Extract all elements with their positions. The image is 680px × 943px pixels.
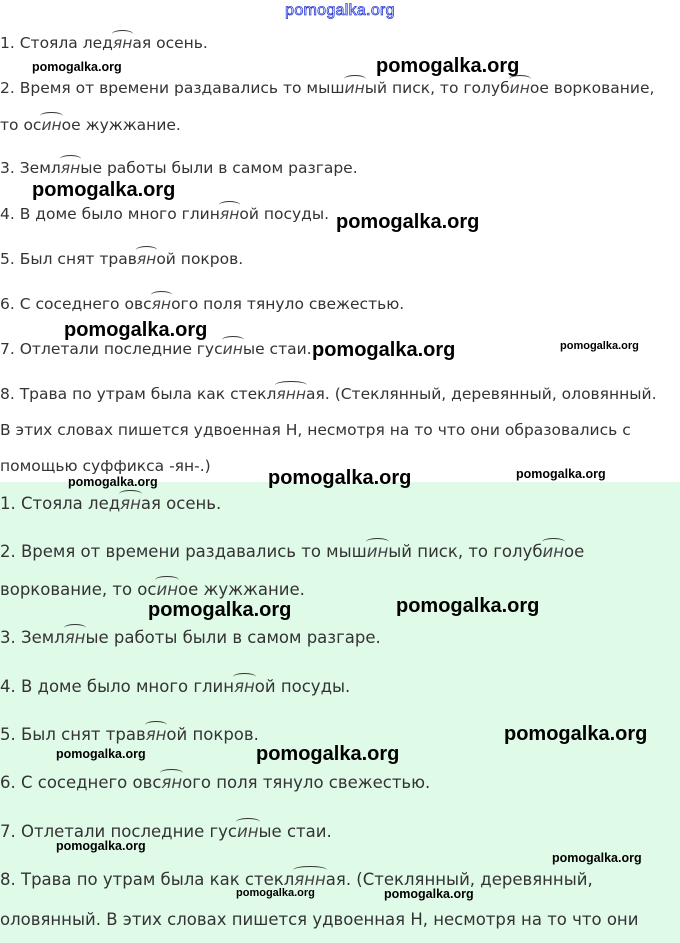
sentence-4: 4. В доме было много глиняной посуды. — [0, 205, 330, 223]
sentence-6: 6. С соседнего овсяного поля тянуло свежестью. — [0, 295, 405, 313]
watermark: pomogalka.org — [64, 319, 208, 341]
sentence-2-cont: то осиное жужжание. — [0, 116, 181, 134]
watermark: pomogalka.org — [256, 743, 400, 765]
sentence-5: 5. Был снят травяной покров. — [0, 250, 244, 268]
sentence-8: 8. Трава по утрам была как стеклянная. (Стеклянный, деревянный, оловянный. — [0, 385, 657, 403]
answer-sentence-8: 8. Трава по утрам была как стеклянная. (Стеклянный, деревянный, — [0, 870, 593, 889]
watermark: pomogalka.org — [32, 179, 176, 201]
suffix-marker: ян — [60, 159, 81, 177]
answer-explanation-line: оловянный. В этих словах пишется удвоенная Н, несмотря на то что они — [0, 910, 639, 929]
watermark: pomogalka.org — [32, 60, 122, 74]
watermark: pomogalka.org — [516, 467, 606, 481]
suffix-marker: ян — [151, 295, 172, 313]
answer-sentence-1: 1. Стояла ледяная осень. — [0, 494, 222, 513]
suffix-marker: ин — [366, 542, 389, 561]
watermark: pomogalka.org — [236, 887, 315, 899]
watermark: pomogalka.org — [552, 851, 642, 865]
suffix-marker: ин — [156, 580, 178, 599]
answer-sentence-7: 7. Отлетали последние гусиные стаи. — [0, 822, 332, 841]
answer-sentence-6: 6. С соседнего овсяного поля тянуло свежестью. — [0, 773, 431, 792]
watermark: pomogalka.org — [312, 339, 456, 361]
watermark: pomogalka.org — [148, 599, 292, 621]
suffix-marker: янн — [294, 870, 326, 889]
suffix-marker: ин — [222, 340, 243, 358]
watermark: pomogalka.org — [560, 340, 639, 352]
watermark: pomogalka.org — [68, 475, 158, 489]
watermark: pomogalka.org — [376, 55, 520, 77]
suffix-marker: ян — [120, 494, 141, 513]
suffix-marker: ян — [234, 677, 255, 696]
suffix-marker: ин — [344, 79, 365, 97]
watermark: pomogalka.org — [396, 595, 540, 617]
explanation-line-2: помощью суффикса -ян-.) — [0, 457, 211, 475]
watermark: pomogalka.org — [56, 839, 146, 853]
suffix-marker: ян — [145, 725, 167, 744]
watermark: pomogalka.org — [56, 747, 146, 761]
watermark: pomogalka.org — [504, 723, 648, 745]
answer-sentence-3: 3. Земляные работы были в самом разгаре. — [0, 628, 381, 647]
site-header-link[interactable]: pomogalka.org — [285, 2, 395, 19]
suffix-marker: ин — [542, 542, 565, 561]
sentence-1: 1. Стояла ледяная осень. — [0, 34, 208, 52]
watermark: pomogalka.org — [336, 211, 480, 233]
answer-sentence-5: 5. Был снят травяной покров. — [0, 725, 259, 744]
suffix-marker: ин — [237, 822, 259, 841]
suffix-marker: ян — [64, 628, 86, 647]
suffix-marker: ян — [112, 34, 133, 52]
sentence-3: 3. Земляные работы были в самом разгаре. — [0, 159, 358, 177]
answer-sentence-2: 2. Время от времени раздавались то мышиный писк, то голубиное — [0, 542, 585, 561]
watermark: pomogalka.org — [384, 887, 474, 901]
sentence-7: 7. Отлетали последние гусиные стаи. — [0, 340, 312, 358]
watermark: pomogalka.org — [268, 467, 412, 489]
suffix-marker: ян — [161, 773, 183, 792]
sentence-2: 2. Время от времени раздавались то мышиный писк, то голубиное воркование, — [0, 79, 655, 97]
suffix-marker: ян — [219, 205, 240, 223]
suffix-marker: ян — [136, 250, 157, 268]
explanation-line-1: В этих словах пишется удвоенная Н, несмотря на то что они образовались с — [0, 421, 631, 439]
suffix-marker: янн — [276, 385, 307, 403]
answer-sentence-2-cont: воркование, то осиное жужжание. — [0, 580, 305, 599]
suffix-marker: ин — [41, 116, 62, 134]
answer-sentence-4: 4. В доме было много глиняной посуды. — [0, 677, 351, 696]
suffix-marker: ин — [509, 79, 530, 97]
